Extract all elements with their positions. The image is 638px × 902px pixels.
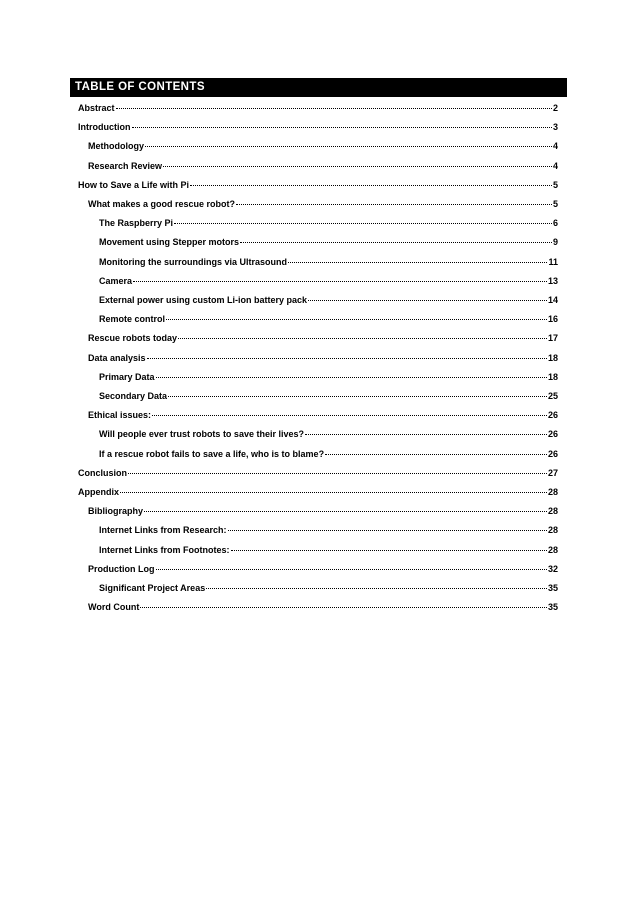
toc-dot-leader [206,587,547,589]
toc-entry[interactable] [88,159,558,173]
toc-dot-leader [308,299,547,301]
toc-entry-page-number: 28 [547,525,558,536]
toc-entry-title: Movement using Stepper motors [99,237,240,248]
toc-dot-leader [156,568,547,570]
toc-entry-page-number: 4 [552,141,558,152]
toc-entry[interactable] [99,370,558,384]
toc-dot-leader [120,491,547,493]
toc-entry[interactable] [99,447,558,461]
toc-dot-leader [147,357,547,359]
toc-entry-title: External power using custom Li-ion battery pack [99,295,308,305]
toc-entry-title: How to Save a Life with Pi [78,179,190,190]
toc-dot-leader [132,126,552,128]
toc-entry-title: What makes a good rescue robot? [88,199,236,209]
toc-entry-page-number: 26 [547,448,558,459]
toc-entry-title: Production Log [88,563,155,574]
toc-entry-title: Significant Project Areas [99,583,206,593]
toc-entry-title: Research Review [88,160,163,171]
toc-entry[interactable] [88,139,558,153]
toc-entry-title: Internet Links from Research: [99,525,227,536]
toc-entry-page-number: 32 [547,563,558,574]
toc-entry[interactable] [78,466,558,480]
toc-entry-page-number: 3 [552,122,558,133]
toc-dot-leader [145,145,552,147]
toc-dot-leader [166,318,547,320]
toc-dot-leader [190,184,552,186]
toc-entry-page-number: 27 [547,467,558,478]
toc-entry-title: Will people ever trust robots to save their lives? [99,429,304,440]
toc-entry[interactable] [99,293,558,307]
toc-dot-leader [168,395,547,397]
toc-dot-leader [163,165,552,167]
toc-entry-page-number: 9 [552,237,558,248]
toc-dot-leader [174,222,552,224]
toc-dot-leader [231,549,547,551]
toc-dot-leader [236,203,552,205]
toc-entry-page-number: 26 [547,429,558,440]
toc-dot-leader [156,376,547,378]
toc-heading: TABLE OF CONTENTS [70,78,567,97]
toc-entry[interactable] [78,101,558,115]
toc-dot-leader [305,433,547,435]
toc-entry-page-number: 35 [547,602,558,613]
toc-dot-leader [288,261,547,263]
toc-entry-page-number: 2 [552,103,558,113]
toc-entry[interactable] [88,562,558,576]
toc-entry-page-number: 26 [547,410,558,421]
toc-entry-page-number: 4 [552,160,558,171]
toc-entry-page-number: 35 [547,583,558,593]
toc-entry[interactable] [88,351,558,365]
toc-entry[interactable] [99,523,558,537]
toc-entry-page-number: 25 [547,391,558,401]
toc-entry-title: Abstract [78,103,115,113]
toc-entry[interactable] [99,389,558,403]
toc-entry-title: If a rescue robot fails to save a life, who is to blame? [99,448,325,459]
toc-dot-leader [152,414,547,416]
toc-entry-page-number: 16 [547,314,558,325]
toc-entry-title: Remote control [99,314,166,325]
toc-entry[interactable] [99,581,558,595]
toc-entry-page-number: 28 [547,544,558,555]
toc-dot-leader [140,606,547,608]
toc-dot-leader [144,510,547,512]
toc-entry[interactable] [99,543,558,557]
toc-entry[interactable] [88,600,558,614]
toc-entry[interactable] [88,408,558,422]
toc-entry-title: Conclusion [78,467,127,478]
toc-dot-leader [128,472,547,474]
toc-dot-leader [240,241,552,243]
toc-entry[interactable] [99,312,558,326]
toc-dot-leader [228,529,547,531]
toc-dot-leader [116,107,552,109]
toc-entry-title: Primary Data [99,371,155,382]
toc-dot-leader [178,337,547,339]
toc-entry-page-number: 28 [547,487,558,497]
toc-entry[interactable] [78,178,558,192]
toc-entry-page-number: 28 [547,506,558,517]
toc-entry-title: Internet Links from Footnotes: [99,544,230,555]
toc-entry-title: Bibliography [88,506,144,517]
toc-entry[interactable] [99,235,558,249]
toc-entry-title: Introduction [78,122,131,133]
toc-entry-page-number: 5 [552,179,558,190]
toc-entry[interactable] [99,216,558,230]
toc-entry[interactable] [99,255,558,269]
toc-entry[interactable] [88,331,558,345]
toc-entry-title: Appendix [78,487,120,497]
toc-entry-page-number: 18 [547,371,558,382]
toc-entry[interactable] [88,197,558,211]
toc-entry-page-number: 17 [547,333,558,344]
toc-entry[interactable] [99,427,558,441]
toc-entry-page-number: 18 [547,352,558,363]
toc-entry-title: Rescue robots today [88,333,178,344]
toc-entry-title: Data analysis [88,352,146,363]
toc-entry-title: Word Count [88,602,140,613]
toc-entry[interactable] [78,485,558,499]
toc-entry-page-number: 5 [552,199,558,209]
toc-entry[interactable] [99,274,558,288]
toc-entry-title: Ethical issues: [88,410,152,421]
toc-dot-leader [325,453,547,455]
toc-entry-title: Camera [99,275,133,286]
toc-entry-title: Secondary Data [99,391,168,401]
toc-entry-page-number: 13 [547,275,558,286]
toc-entry-page-number: 11 [548,256,558,267]
toc-entry[interactable] [78,120,558,134]
toc-entry-page-number: 6 [552,218,558,229]
toc-entry-page-number: 14 [547,295,558,305]
toc-entry-title: The Raspberry Pi [99,218,174,229]
toc-entry-title: Methodology [88,141,144,152]
toc-dot-leader [133,280,547,282]
toc-entry[interactable] [88,504,558,518]
toc-entry-title: Monitoring the surroundings via Ultrasound [99,256,287,267]
